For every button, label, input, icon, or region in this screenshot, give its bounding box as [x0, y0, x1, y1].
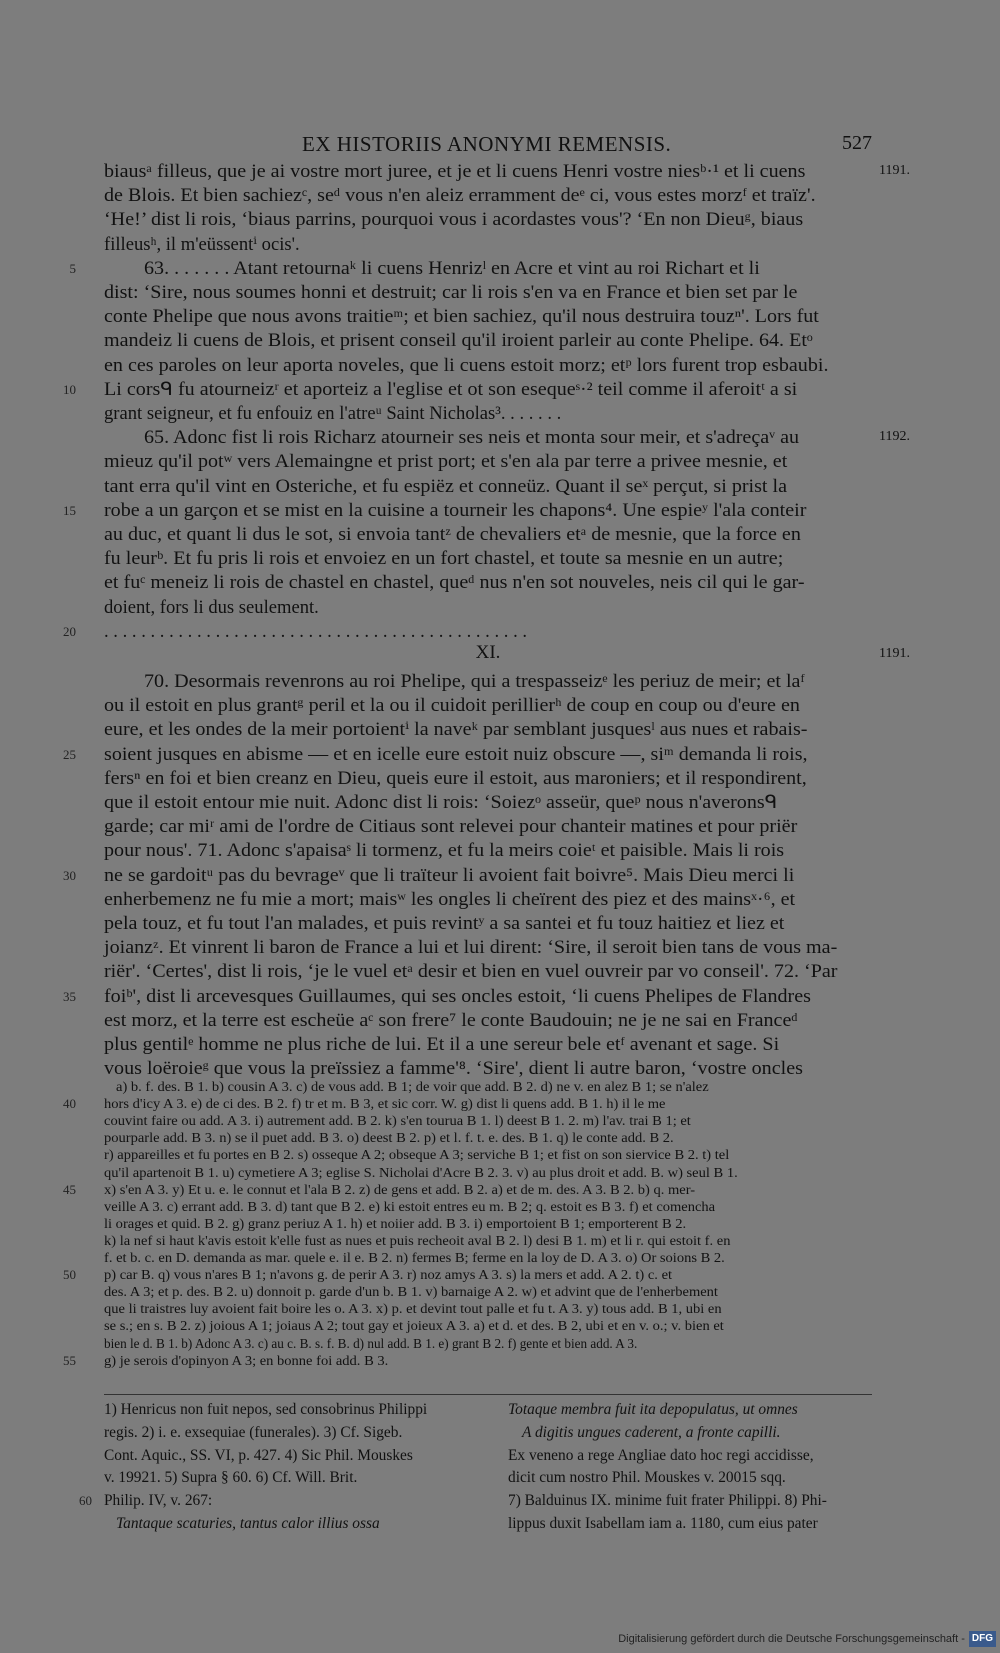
line-text: pourparle add. B 3. n) se il puet add. B 3. o) deest B 2. p) et l. f. t. e. des. B 1. q) le conte add. B 2. [104, 1130, 674, 1146]
line-number: 25 [63, 746, 76, 762]
line-text: soient jusques en abisme — et en icelle eure estoit nuiz obscure —, siᵐ demanda li rois, [104, 743, 808, 765]
line-number: 30 [63, 867, 76, 883]
line-text: fu leurᵇ. Et fu pris li rois et envoiez en un fort chastel, et toute sa mesnie en un autre; [104, 548, 784, 570]
line-text: filleusʰ, il m'eüssentⁱ ocis'. [104, 233, 300, 255]
line-text: mandeiz li cuens de Blois, et prisent conseil qu'il iroient parleir au conte Phelipe. 64. Etᵒ [104, 330, 813, 352]
line-text: robe a un garçon et se mist en la cuisine a tourneir les chapons⁴. Une espieʸ l'ala conteir [104, 499, 807, 521]
line-text: Tantaque scaturies, tantus calor illius ossa [116, 1515, 380, 1532]
footnote-divider [104, 1394, 872, 1395]
page-number: 527 [842, 132, 872, 154]
line-text: pela touz, et fu tout l'an malades, et puis revintʸ a sa santei et fu touz haitiez et liez et [104, 913, 785, 934]
line-text: foiᵇ', dist li arcevesques Guillaumes, qui ses oncles estoit, ‘li cuens Phelipes de Flandres [104, 985, 811, 1007]
line-text: que il estoit entour mie nuit. Adonc dist li rois: ‘Soiezᵒ asseür, queᵖ nous n'averonsᑫ [104, 792, 778, 813]
line-text: vous loëroieᵍ que vous la preïssiez a famme'⁸. ‘Sire', dient li autre baron, ‘vostre oncles [104, 1058, 803, 1080]
margin-year-note: 1191. [879, 163, 910, 178]
line-text: A digitis ungues caderent, a fronte capilli. [522, 1423, 781, 1441]
line-text: lippus duxit Isabellam iam a. 1180, cum eius pater [508, 1515, 818, 1532]
line-text: se s.; en s. B 2. z) joious A 1; joiaus A 2; tout gay et joieux A 3. a) et d. et des. B 2, ubi et en v. o.; v. bien et [104, 1318, 724, 1334]
line-text: au duc, et quant li dus le sot, si envoia tantᶻ de chevaliers etᵃ de mesnie, que la force en [104, 524, 801, 545]
running-title: EX HISTORIIS ANONYMI REMENSIS. [302, 132, 672, 156]
line-text: joianzᶻ. Et vinrent li baron de France a lui et lui dirent: ‘Sire, il seroit bien tans de vous ma- [104, 937, 838, 959]
line-text: li orages et quid. B 2. g) granz periuz A 1. h) et noiier add. B 3. i) emportoient B 1; emporterent B 2. [104, 1215, 687, 1231]
line-text: k) la nef si haut k'avis estoit k'elle fust as nues et puis recheoit aval B 2. l) desi B 1. m) et li r. qui estoit f. en [104, 1232, 731, 1248]
line-text: g) je serois d'opinyon A 3; en bonne foi add. B 3. [104, 1352, 389, 1368]
line-text: veille A 3. c) errant add. B 3. d) tant que B 2. e) ki estoit entres eu m. B 2; q. estoit es B 3. f) et comencha [104, 1198, 716, 1214]
line-text: Ex veneno a rege Angliae dato hoc regi accidisse, [508, 1446, 814, 1464]
line-number: 40 [63, 1096, 76, 1112]
line-number: 35 [63, 988, 76, 1004]
line-text: Cont. Aquic., SS. VI, p. 427. 4) Sic Phil. Mouskes [104, 1446, 413, 1464]
line-number: 15 [63, 502, 76, 518]
section-heading: XI. [475, 642, 501, 663]
line-number: 5 [69, 260, 76, 276]
line-text: regis. 2) i. e. exsequiae (funerales). 3) Cf. Sigeb. [104, 1423, 403, 1441]
dfg-logo: DFG [969, 1631, 996, 1647]
line-text: Li corsᑫ fu atourneizʳ et aporteiz a l'eglise et ot son esequeˢ·² teil comme il aferoitᵗ a si [104, 378, 798, 400]
line-text: eure, et les ondes de la meir portoientⁱ la naveᵏ par semblant jusquesˡ aus nues et rabais- [104, 719, 808, 741]
line-text: f. et b. c. en D. demanda as mar. quele e. il e. B 2. n) fermes B; ferme en la loy de D. A 3. o) Or soions B 2. [104, 1250, 725, 1265]
line-text: riër'. ‘Certes', dist li rois, ‘je le vuel etᵃ desir et bien en vuel ouvreir par vo conseil'. 72. ‘Par [104, 961, 838, 983]
line-text: p) car B. q) vous n'ares B 1; n'avons g. de perir A 3. r) noz amys A 3. s) la mers et add. A 2. t) c. et [104, 1267, 673, 1283]
line-text: enherbemenz ne fu mie a mort; maisʷ les ongles li cheïrent des piez et des mainsˣ·⁶, et [104, 888, 796, 910]
line-text: grant seigneur, et fu enfouiz en l'atreᵘ Saint Nicholas³. . . . . . . [104, 403, 562, 424]
line-text: Philip. IV, v. 267: [104, 1492, 213, 1510]
line-text: dist: ‘Sire, nous soumes honni et destruit; car li rois s'en va en France et bien set par le [104, 282, 798, 303]
line-text: garde; car miʳ ami de l'ordre de Citiaus sont relevei pour chanteir matines et pour priër [104, 816, 798, 838]
line-text: pour nous'. 71. Adonc s'apaisaˢ li tormenz, et fu la meirs coieᵗ et paisible. Mais li rois [104, 840, 785, 862]
line-text: ou il estoit en plus grantᵍ peril et la ou il cuidoit perillierʰ de coup en coup ou d'eure en [104, 695, 800, 717]
line-text: ne se gardoitᵘ pas du bevrageᵛ que li traïteur li avoient fait boivre⁵. Mais Dieu merci li [104, 864, 795, 886]
line-text: a) b. f. des. B 1. b) cousin A 3. c) de vous add. B 1; de voir que add. B 2. d) ne v. en alez B 1; se n'alez [116, 1079, 709, 1094]
line-text: fersⁿ en foi et bien creanz en Dieu, queis eure il estoit, aus maroniers; et il respondirent, [104, 767, 807, 789]
line-text: biausᵃ filleus, que je ai vostre mort juree, et je et li cuens Henri vostre niesᵇ·¹ et li cuens [104, 161, 806, 182]
line-number: 45 [63, 1181, 76, 1197]
digitization-credit [618, 1629, 996, 1649]
line-text: de Blois. Et bien sachiezᶜ, seᵈ vous n'en aleiz erramment deᵉ ci, vous estes morzᶠ et traïz'. [104, 185, 816, 207]
line-number: 20 [63, 623, 76, 639]
line-text: 1) Henricus non fuit nepos, sed consobrinus Philippi [104, 1401, 428, 1418]
line-text: 70. Desormais revenrons au roi Phelipe, qui a trespasseizᵉ les periuz de meir; et laᶠ [144, 671, 805, 692]
line-text: couvint faire ou add. A 3. i) autrement add. B 2. k) s'en tourua B 1. l) deest B 1. 2. m) l'av. trai B 1; et [104, 1113, 691, 1129]
line-text: bien le d. B 1. b) Adonc A 3. c) au c. B. s. f. B. d) nul add. B 1. e) grant B 2. f) gente et bien add. A 3. [104, 1335, 638, 1351]
line-text: 65. Adonc fist li rois Richarz atourneir ses neis et monta sour meir, et s'adreçaᵛ au [144, 427, 800, 449]
line-text: tant erra qu'il vint en Osteriche, et fu espiëz et conneüz. Quant il seˣ perçut, si prist la [104, 475, 788, 497]
line-text: est morz, et la terre est escheüe aᶜ son frere⁷ le conte Baudouin; ne je ne sai en Franceᵈ [104, 1009, 798, 1031]
line-text: en ces paroles on leur aporta noveles, que li cuens estoit morz; etᵖ lors furent trop esbaubi. [104, 354, 829, 376]
running-header [0, 132, 1000, 158]
line-text: et fuᶜ meneiz li rois de chastel en chastel, queᵈ nus n'en sot nouveles, neis cil qui le gar- [104, 572, 805, 594]
line-text: 7) Balduinus IX. minime fuit frater Philippi. 8) Phi- [508, 1492, 827, 1510]
line-number: 60 [79, 1493, 92, 1509]
line-number: 55 [63, 1352, 76, 1368]
line-text: ‘He!’ dist li rois, ‘biaus parrins, pourquoi vous i acordastes vous'? ‘En non Dieuᵍ, biaus [104, 209, 804, 231]
line-text: x) s'en A 3. y) Et u. e. le connut et l'ala B 2. z) de gens et add. B 2. a) et de m. des. A 3. B 2. b) q. mer- [104, 1181, 696, 1197]
line-text: conte Phelipe que nous avons traitieᵐ; et bien sachiez, qu'il nous destruira touzⁿ'. Lors fut [104, 306, 819, 328]
line-number: 50 [63, 1267, 76, 1283]
line-text: mieuz qu'il potʷ vers Alemaingne et prist port; et s'en ala par terre a privee mesnie, et [104, 451, 788, 473]
line-text: v. 19921. 5) Supra § 60. 6) Cf. Will. Brit. [104, 1469, 358, 1487]
line-text: dicit cum nostro Phil. Mouskes v. 20015 sqq. [508, 1469, 786, 1487]
line-number: 10 [63, 381, 76, 397]
line-text: qu'il apartenoit B 1. u) cymetiere A 3; eglise S. Nicholai d'Acre B 2. 3. v) au plus droit et add. B. w) seul B 1. [104, 1164, 738, 1180]
credit-text: Digitalisierung gefördert durch die Deutsche Forschungsgemeinschaft - [618, 1633, 965, 1645]
line-text: que li traistres luy avoient fait boire les o. A 3. x) p. et devint tout palle et fu t. A 3. y) tous add. B 1, ubi en [104, 1301, 722, 1317]
line-text: 63. . . . . . . Atant retournaᵏ li cuens Henrizˡ en Acre et vint au roi Richart et li [144, 257, 760, 279]
line-text: plus gentilᵉ homme ne plus riche de lui. Et il a une sereur bele etᶠ avenant et sage. Si [104, 1034, 780, 1055]
margin-year-note: 1192. [879, 429, 910, 445]
margin-year-note: 1191. [879, 646, 910, 661]
line-text: hors d'icy A 3. e) de ci des. B 2. f) tr et m. B 3, et sic corr. W. g) dist li quens add. B 1. h) il le me [104, 1096, 666, 1112]
line-text: des. A 3; et p. des. B 2. u) donnoit p. garde d'un b. B 1. v) barnaige A 2. w) et advint que de l'enherbement [104, 1284, 718, 1300]
line-text: Totaque membra fuit ita depopulatus, ut omnes [508, 1401, 798, 1418]
line-text: r) appareilles et fu portes en B 2. s) osseque A 2; obseque A 3; serviche B 1; et fist on son siervice B 2. t) tel [104, 1147, 730, 1163]
line-text: doient, fors li dus seulement. [104, 596, 319, 618]
line-text: . . . . . . . . . . . . . . . . . . . . . . . . . . . . . . . . . . . . . . . . . . . . . . [104, 620, 528, 642]
